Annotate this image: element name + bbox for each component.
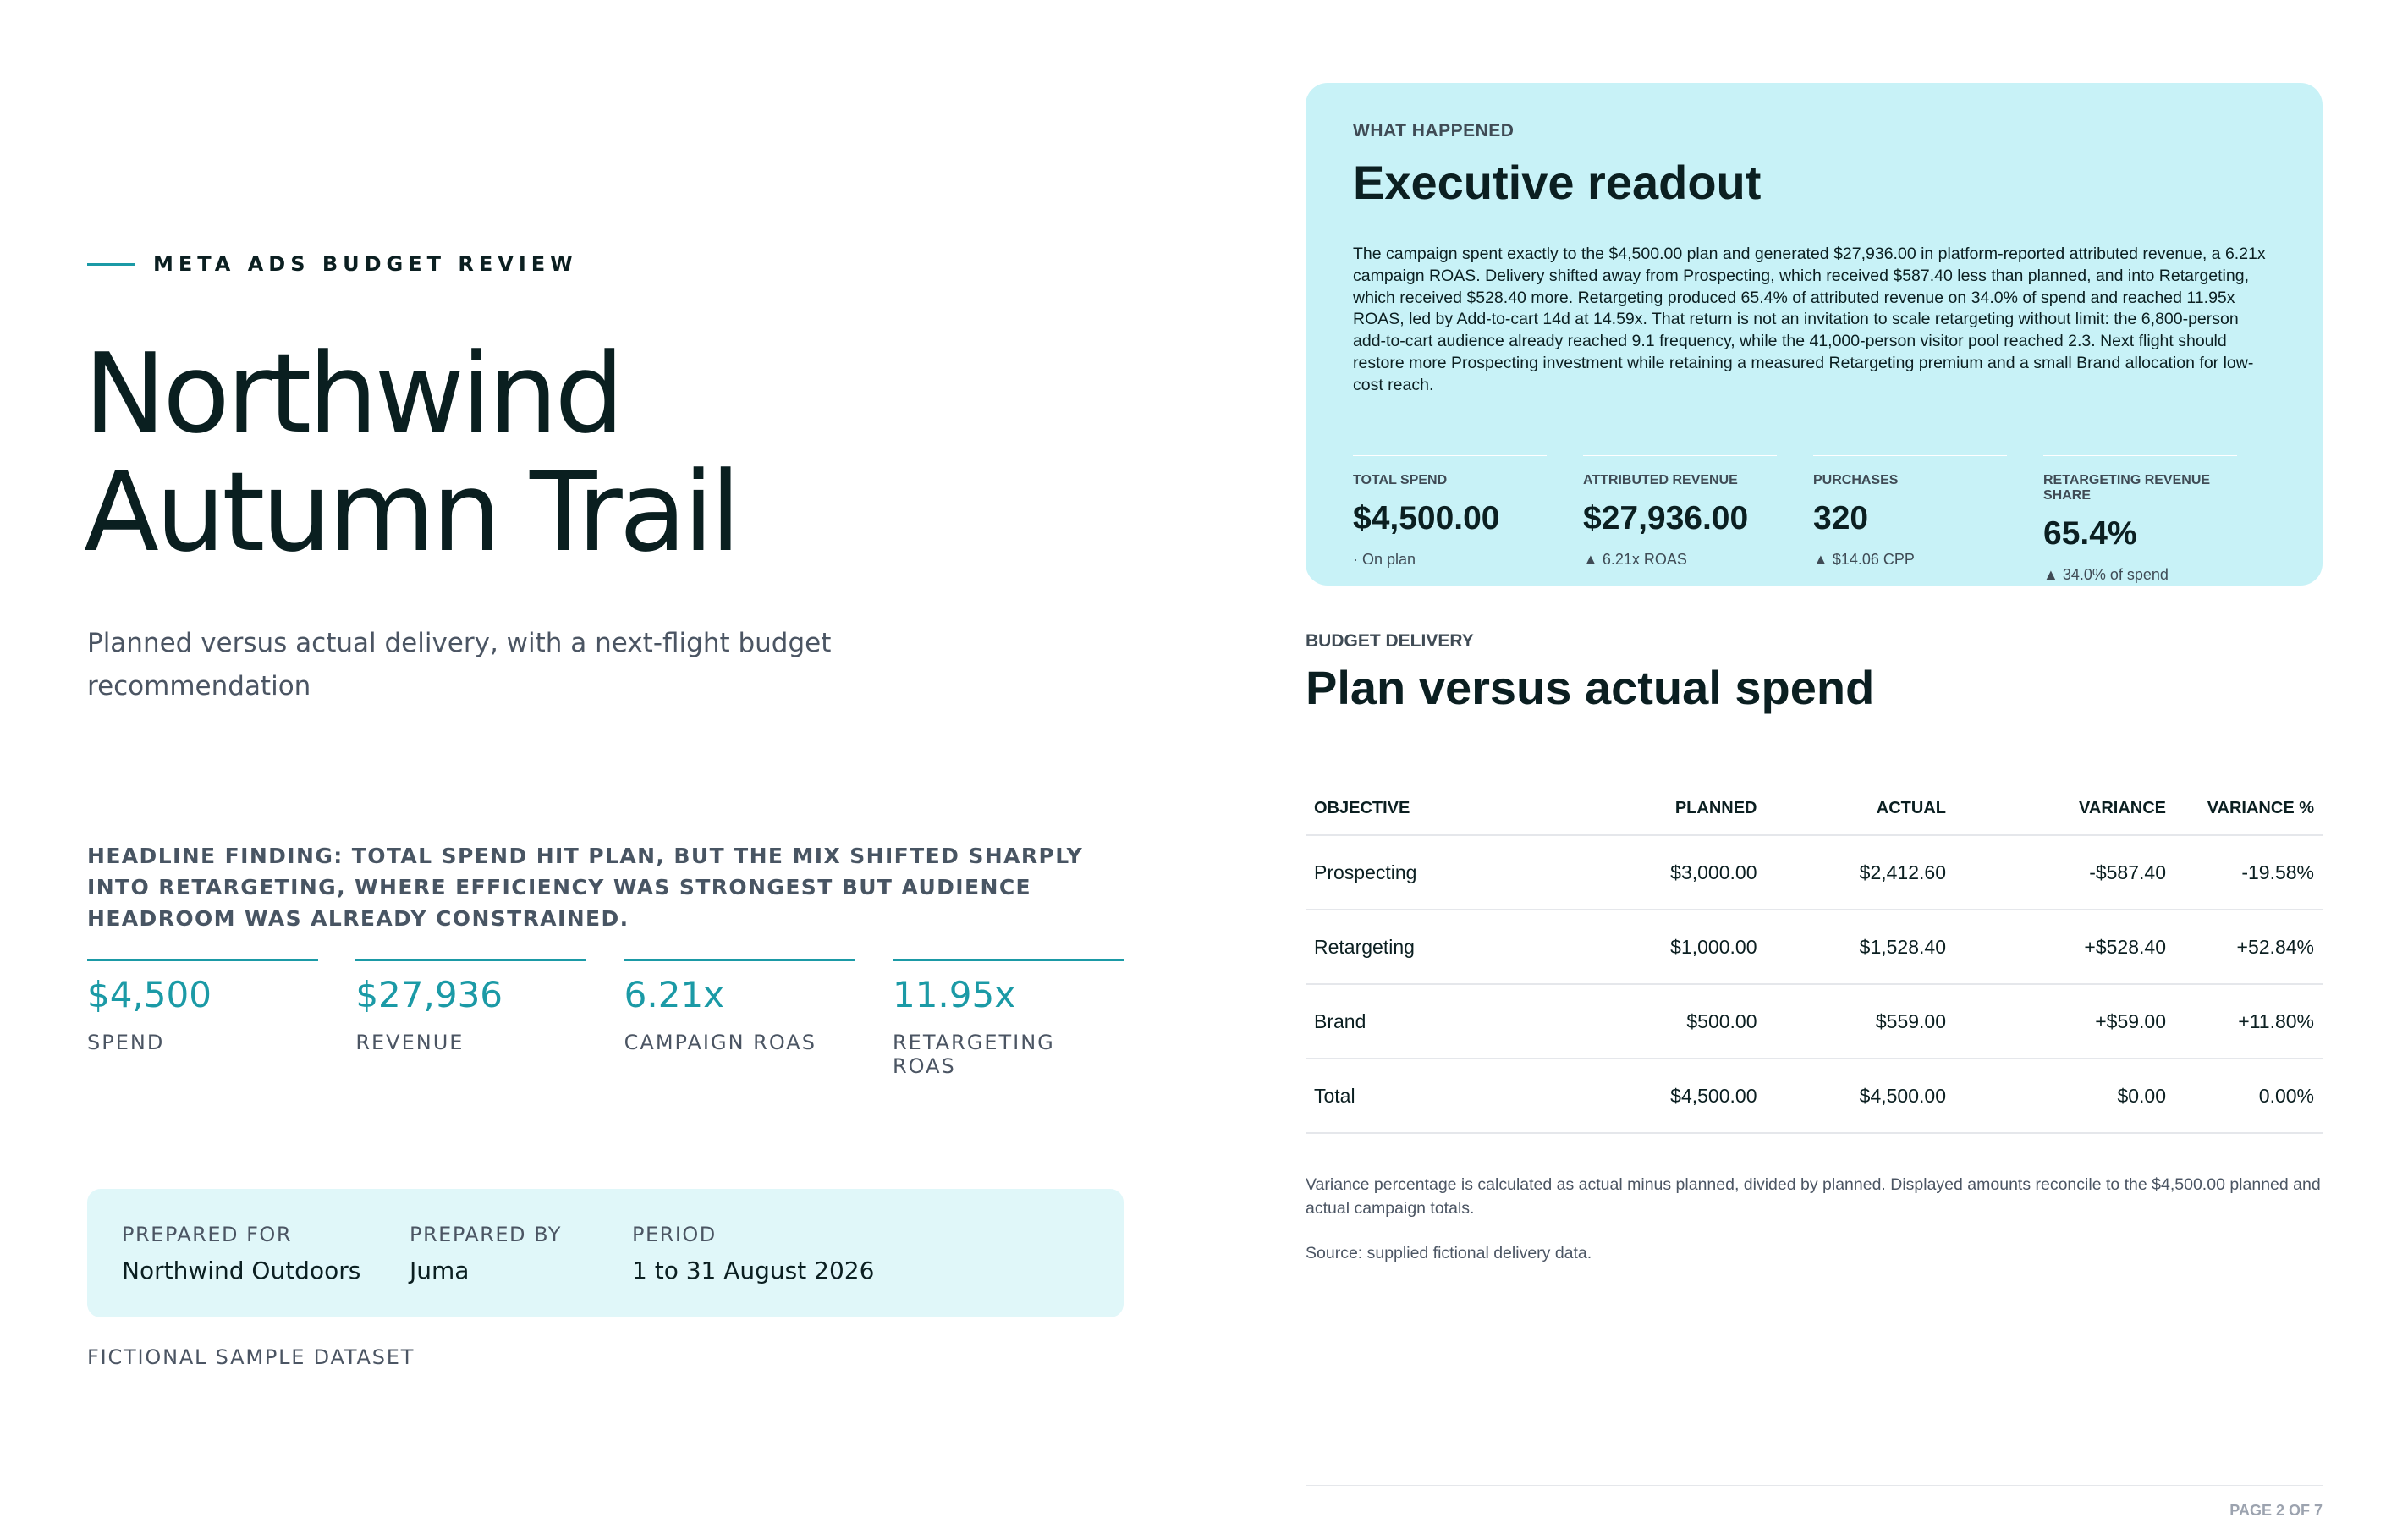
kpi-revenue [355, 959, 586, 1078]
variance-note: Variance percentage is calculated as actual minus planned, divided by planned. Displayed amounts reconcile to the $4,500.00 planned and actual campaign totals. [1306, 1175, 2321, 1218]
cell: Retargeting [1306, 910, 1576, 984]
report-meta-box [87, 1189, 1124, 1317]
stat-note: ▲ $14.06 CPP [1813, 551, 1915, 568]
kpi-label: SPEND [87, 1031, 165, 1054]
report-title [84, 329, 738, 576]
cell: $0.00 [1954, 1059, 2174, 1133]
cell: -19.58% [2174, 835, 2323, 910]
meta-value: 1 to 31 August 2026 [632, 1257, 875, 1284]
stat-label: PURCHASES [1813, 473, 1899, 487]
col-variance: VARIANCE [1954, 782, 2174, 835]
readout-body: The campaign spent exactly to the $4,500.00 plan and generated $27,936.00 in platform-reported attributed revenue, a 6.21x campaign ROAS. Delivery shifted away from Prospecting, which received $587.40 less than planned, and into Retargeting, which received $528.40 more. Retargeting produced 65.4% of attributed revenue on 34.0% of spend and reached 11.95x ROAS, led by Add-to-cart 14d at 14.59x. That return is not an invitation to scale retargeting without limit: the 6,800-person add-to-cart audience already reached 9.1 frequency, while the 41,000-person visitor pool reached 2.3. Next flight should restore more Prospecting investment while retaining a measured Retargeting premium and a small Brand allocation for low-cost reach. [1353, 245, 2266, 394]
meta-value: Northwind Outdoors [122, 1257, 361, 1284]
cell: -$587.40 [1954, 835, 2174, 910]
stat-note: ▲ 6.21x ROAS [1583, 551, 1687, 568]
cell: $1,528.40 [1766, 910, 1955, 984]
col-objective: OBJECTIVE [1306, 782, 1576, 835]
meta-label: PREPARED BY [410, 1223, 562, 1246]
budget-eyebrow: BUDGET DELIVERY [1306, 631, 1474, 651]
cell: Total [1306, 1059, 1576, 1133]
cell: $500.00 [1576, 984, 1766, 1059]
kpi-spend [87, 959, 318, 1078]
table-row-total [1306, 1059, 2323, 1133]
cell: Prospecting [1306, 835, 1576, 910]
kpi-value: 11.95x [892, 974, 1016, 1015]
meta-label: PERIOD [632, 1223, 717, 1246]
footer-rule [1306, 1485, 2323, 1486]
col-actual: ACTUAL [1766, 782, 1955, 835]
cell: $1,000.00 [1576, 910, 1766, 984]
readout-eyebrow: WHAT HAPPENED [1353, 121, 1515, 140]
table-row [1306, 910, 2323, 984]
kpi-label: RETARGETING ROAS [892, 1031, 1055, 1078]
table-row [1306, 835, 2323, 910]
kpi-strip [87, 959, 1124, 1078]
page-number: PAGE 2 OF 7 [2229, 1502, 2323, 1519]
meta-period [632, 1223, 874, 1284]
budget-table [1306, 782, 2323, 1134]
stat-note: ▲ 34.0% of spend [2043, 566, 2169, 583]
cell: +52.84% [2174, 910, 2323, 984]
fictional-dataset-label: FICTIONAL SAMPLE DATASET [87, 1345, 415, 1369]
eyebrow-text: META ADS BUDGET REVIEW [153, 252, 578, 276]
cell: $559.00 [1766, 984, 1955, 1059]
cell: 0.00% [2174, 1059, 2323, 1133]
cell: +$528.40 [1954, 910, 2174, 984]
stat-label: RETARGETING REVENUE SHARE [2043, 473, 2211, 503]
cell: +$59.00 [1954, 984, 2174, 1059]
col-planned: PLANNED [1576, 782, 1766, 835]
cover-eyebrow [87, 252, 578, 276]
stat-purchases [1813, 455, 2007, 584]
meta-prepared-for [122, 1223, 360, 1284]
cell: $4,500.00 [1576, 1059, 1766, 1133]
stat-value: 65.4% [2043, 515, 2137, 552]
headline-finding: HEADLINE FINDING: TOTAL SPEND HIT PLAN, BUT THE MIX SHIFTED SHARPLY INTO RETARGETING, WHERE EFFICIENCY WAS STRONGEST BUT AUDIENCE HEADROOM WAS ALREADY CONSTRAINED. [87, 844, 1084, 931]
kpi-label: CAMPAIGN ROAS [624, 1031, 816, 1054]
table-header-row [1306, 782, 2323, 835]
stat-value: 320 [1813, 500, 1869, 536]
kpi-retargeting-roas [893, 959, 1124, 1078]
stat-label: ATTRIBUTED REVENUE [1583, 473, 1738, 487]
stat-value: $4,500.00 [1353, 500, 1500, 536]
cell: $2,412.60 [1766, 835, 1955, 910]
kpi-value: $27,936 [355, 974, 503, 1015]
stat-attributed-revenue [1583, 455, 1777, 584]
table-row [1306, 984, 2323, 1059]
readout-stats [1353, 455, 2292, 584]
kpi-value: $4,500 [87, 974, 212, 1015]
cell: $4,500.00 [1766, 1059, 1955, 1133]
stat-retargeting-share [2043, 455, 2237, 584]
cell: +11.80% [2174, 984, 2323, 1059]
title-line-2: Autumn Trail [84, 448, 738, 576]
col-variance-pct: VARIANCE % [2174, 782, 2323, 835]
stat-note: · On plan [1353, 551, 1416, 568]
cell: $3,000.00 [1576, 835, 1766, 910]
kpi-label: REVENUE [355, 1031, 465, 1054]
stat-label: TOTAL SPEND [1353, 473, 1448, 487]
meta-prepared-by [410, 1223, 562, 1284]
budget-title: Plan versus actual spend [1306, 661, 1875, 714]
kpi-value: 6.21x [624, 974, 725, 1015]
cell: Brand [1306, 984, 1576, 1059]
executive-readout-card [1306, 83, 2323, 586]
stat-total-spend [1353, 455, 1547, 584]
readout-title: Executive readout [1353, 156, 1762, 209]
kpi-campaign-roas [624, 959, 855, 1078]
meta-value: Juma [410, 1257, 470, 1284]
source-note: Source: supplied fictional delivery data. [1306, 1244, 1592, 1262]
title-line-1: Northwind [84, 329, 621, 458]
stat-value: $27,936.00 [1583, 500, 1749, 536]
eyebrow-rule [87, 263, 135, 266]
report-subtitle: Planned versus actual delivery, with a next-flight budget recommendation [87, 628, 832, 701]
meta-label: PREPARED FOR [122, 1223, 292, 1246]
